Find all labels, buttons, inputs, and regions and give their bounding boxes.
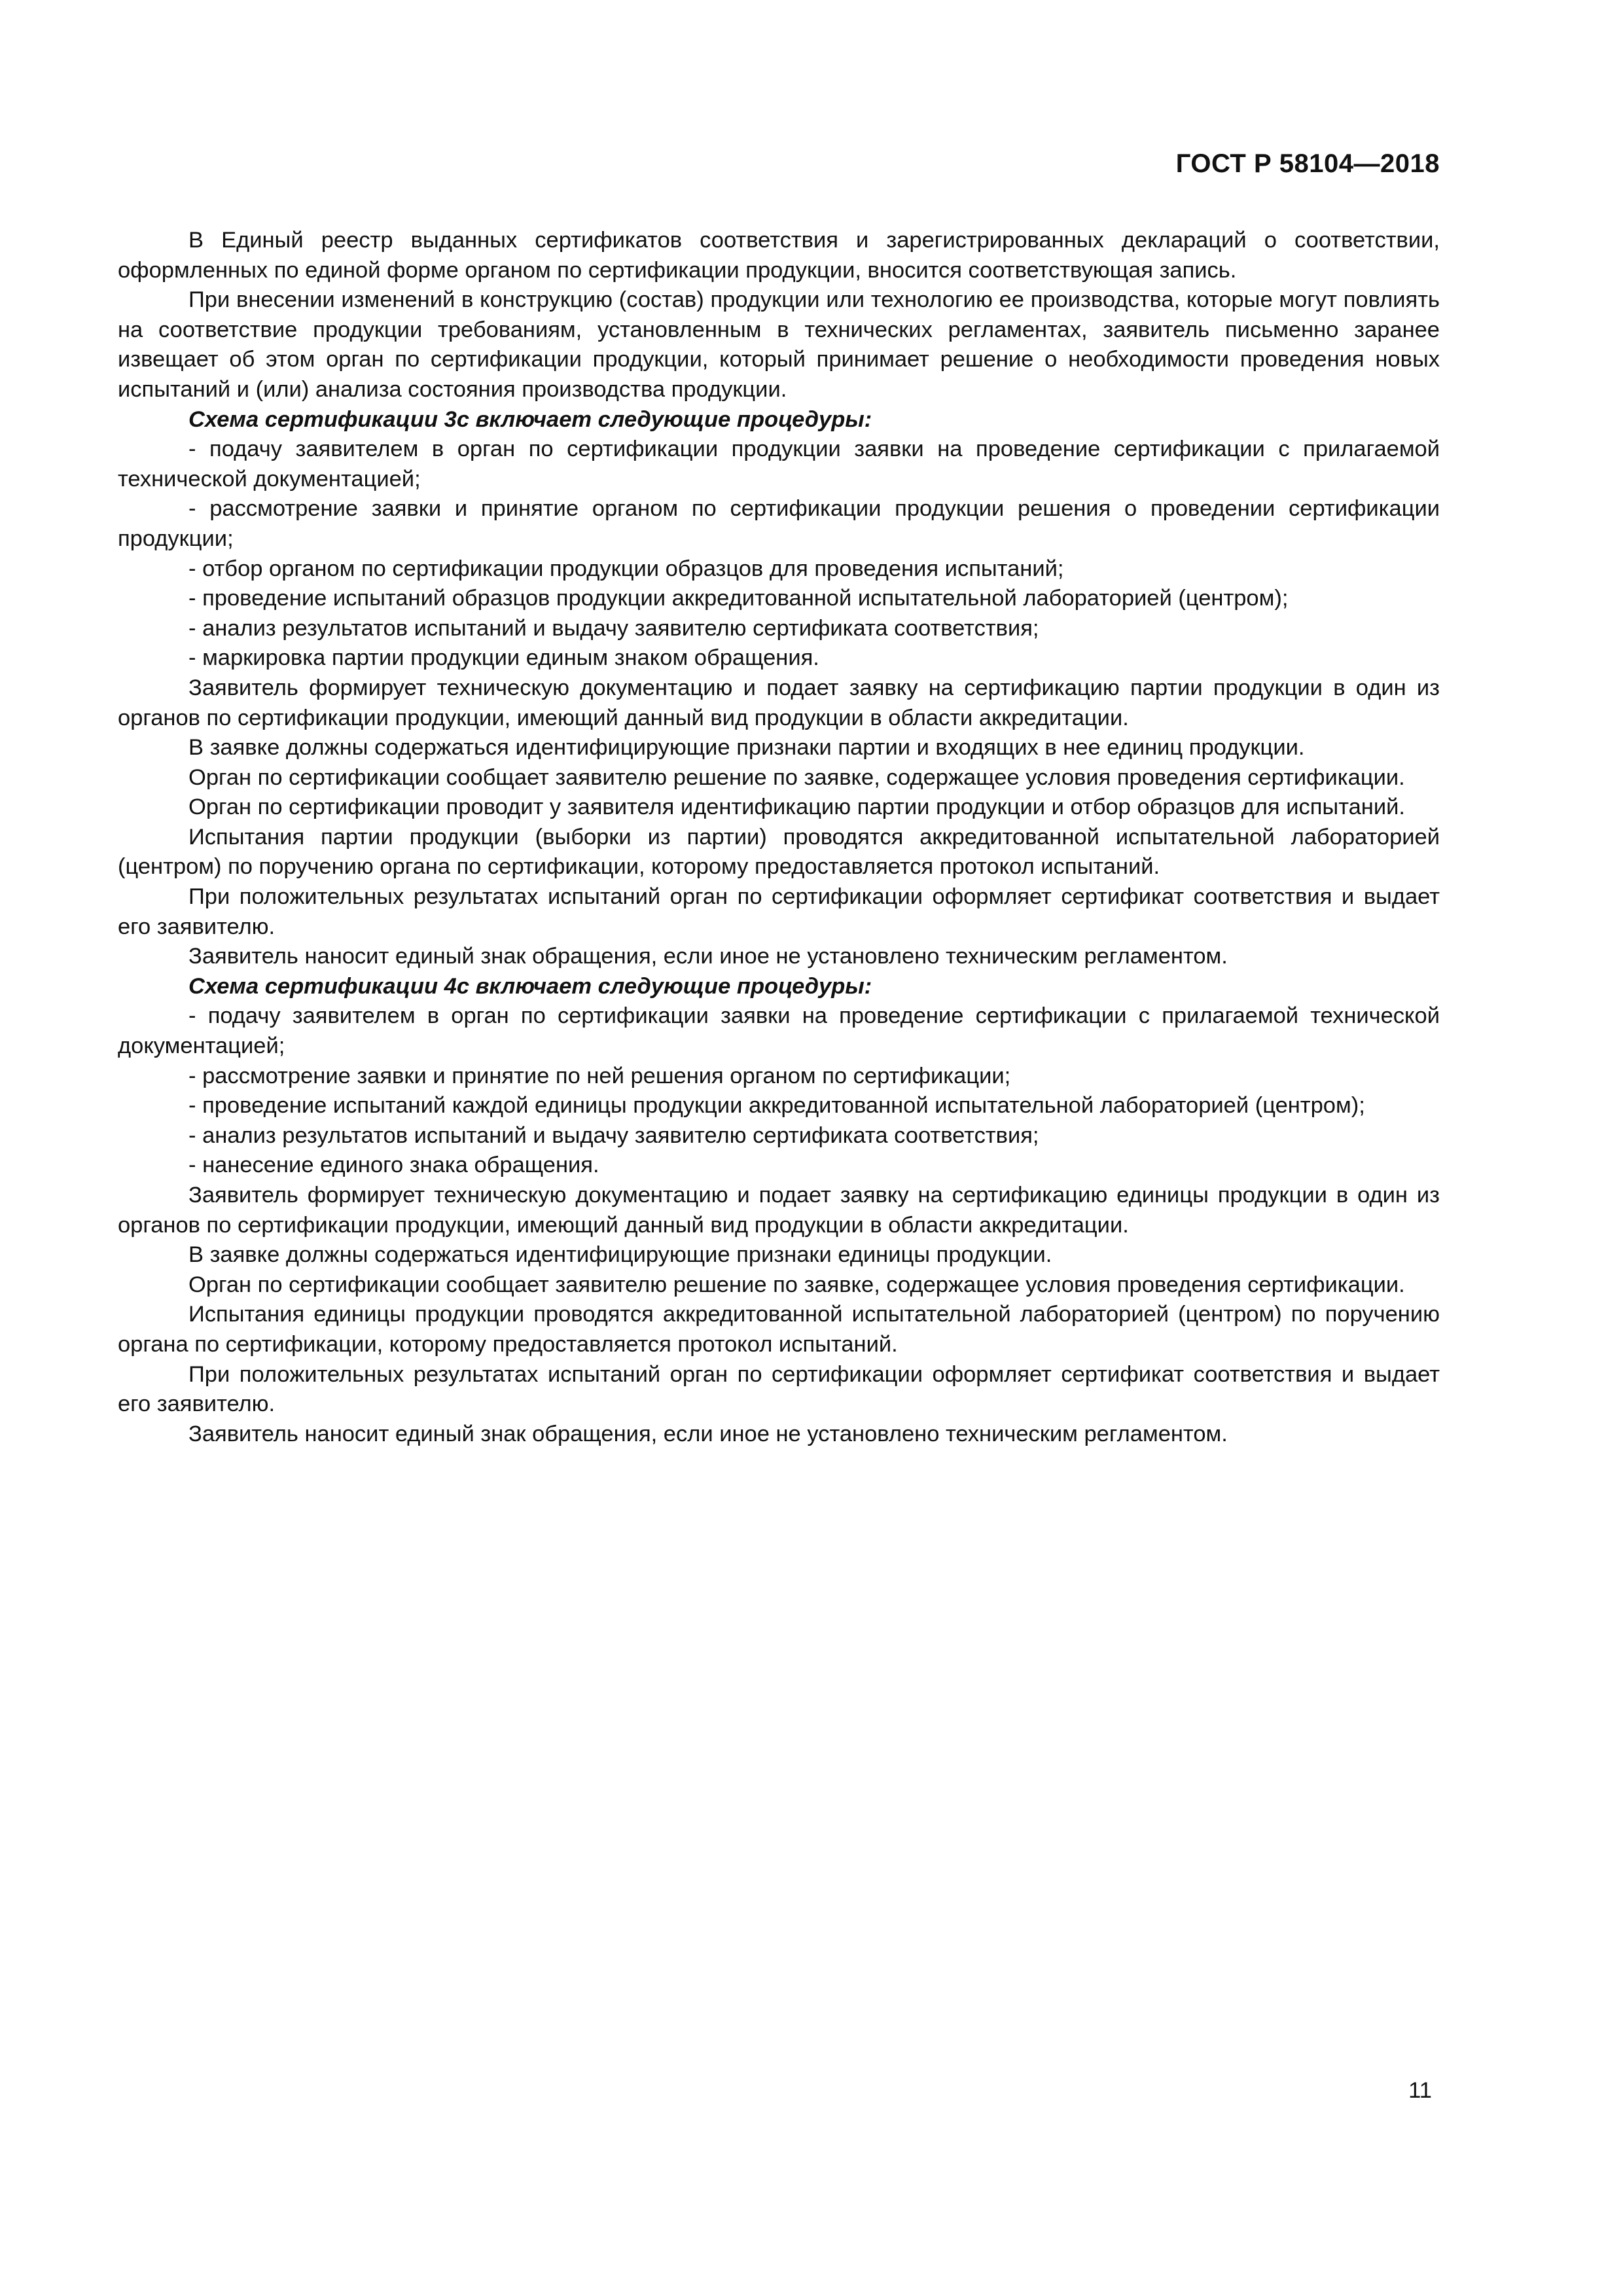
list-item: - проведение испытаний каждой единицы продукции аккредитованной испытательной лабораторией (центром);	[188, 1093, 1365, 1119]
list-item: - подачу заявителем в орган по сертификации заявки на проведение сертификации с прилагаемой технической документацией;	[118, 1003, 1440, 1059]
section-heading-scheme-4c: Схема сертификации 4с включает следующие процедуры:	[188, 973, 872, 999]
paragraph: Орган по сертификации проводит у заявителя идентификацию партии продукции и отбор образцов для испытаний.	[188, 795, 1405, 820]
list-item: - рассмотрение заявки и принятие по ней решения органом по сертификации;	[188, 1063, 1011, 1088]
paragraph: Испытания единицы продукции проводятся аккредитованной испытательной лабораторией (центром) по поручению органа по сертификации, которому предоставляется протокол испытаний.	[118, 1302, 1440, 1357]
list-item: - рассмотрение заявки и принятие органом по сертификации продукции решения о проведении сертификации продукции;	[118, 496, 1440, 551]
section-heading-scheme-3c: Схема сертификации 3с включает следующие процедуры:	[188, 406, 872, 432]
list-item: - анализ результатов испытаний и выдачу заявителю сертификата соответствия;	[188, 1122, 1039, 1148]
list-item: - проведение испытаний образцов продукции аккредитованной испытательной лабораторией (центром);	[188, 586, 1289, 611]
list-item: - подачу заявителем в орган по сертификации продукции заявки на проведение сертификации с прилагаемой технической документацией;	[118, 437, 1440, 492]
list-item: - отбор органом по сертификации продукции образцов для проведения испытаний;	[188, 556, 1064, 581]
paragraph: При положительных результатах испытаний орган по сертификации оформляет сертификат соответствия и выдает его заявителю.	[118, 1361, 1440, 1417]
document-code: ГОСТ Р 58104—2018	[1175, 149, 1440, 178]
page-number: 11	[1408, 2078, 1432, 2103]
paragraph: Заявитель наносит единый знак обращения, если иное не установлено техническим регламентом.	[188, 1421, 1228, 1446]
paragraph: Орган по сертификации сообщает заявителю решение по заявке, содержащее условия проведения сертификации.	[188, 764, 1405, 790]
paragraph: Заявитель формирует техническую документацию и подает заявку на сертификацию единицы продукции в один из органов по сертификации продукции, имеющий данный вид продукции в области аккредитации.	[118, 1183, 1440, 1238]
list-item: - маркировка партии продукции единым знаком обращения.	[188, 645, 819, 671]
paragraph: Испытания партии продукции (выборки из партии) проводятся аккредитованной испытательной лабораторией (центром) по поручению органа по сертификации, которому предоставляется протокол испытаний.	[118, 824, 1440, 880]
paragraph: Заявитель наносит единый знак обращения, если иное не установлено техническим регламентом.	[188, 944, 1228, 969]
list-item: - анализ результатов испытаний и выдачу заявителю сертификата соответствия;	[188, 615, 1039, 641]
paragraph: В заявке должны содержаться идентифицирующие признаки партии и входящих в нее единиц продукции.	[188, 735, 1305, 761]
paragraph: В Единый реестр выданных сертификатов соответствия и зарегистрированных деклараций о соответствии, оформленных по единой форме органом по сертификации продукции, вносится соответствующая запись.	[118, 228, 1440, 283]
document-body	[118, 226, 1440, 1449]
paragraph: При положительных результатах испытаний орган по сертификации оформляет сертификат соответствия и выдает его заявителю.	[118, 884, 1440, 939]
paragraph: Орган по сертификации сообщает заявителю решение по заявке, содержащее условия проведения сертификации.	[188, 1272, 1405, 1297]
list-item: - нанесение единого знака обращения.	[188, 1153, 599, 1178]
paragraph: При внесении изменений в конструкцию (состав) продукции или технологию ее производства, которые могут повлиять на соответствие продукции требованиям, установленным в технических регламентах, заявитель письменно заранее извещает об этом орган по сертификации продукции, который принимает решение о необходимости проведения новых испытаний и (или) анализа состояния производства продукции.	[118, 287, 1440, 402]
paragraph: Заявитель формирует техническую документацию и подает заявку на сертификацию партии продукции в один из органов по сертификации продукции, имеющий данный вид продукции в области аккредитации.	[118, 675, 1440, 730]
paragraph: В заявке должны содержаться идентифицирующие признаки единицы продукции.	[188, 1242, 1052, 1268]
